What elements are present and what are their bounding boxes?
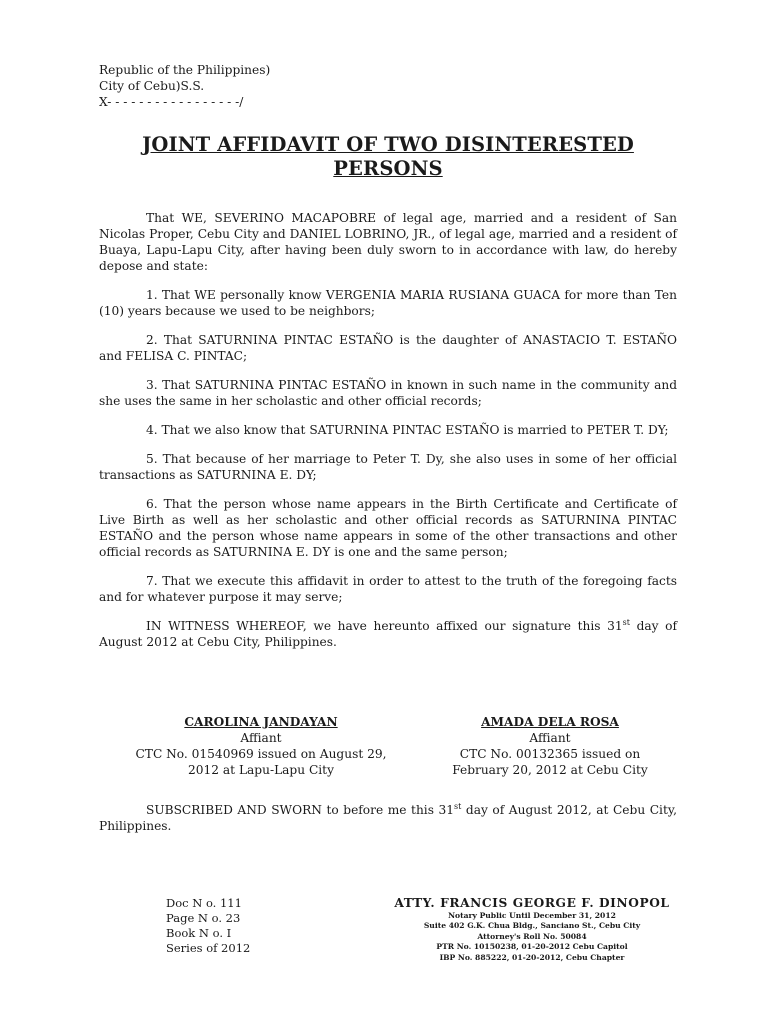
venue-city: City of Cebu)S.S. xyxy=(99,79,205,93)
page-number: Page N o. 23 xyxy=(166,911,241,925)
notary-ptr-number: PTR No. 10150238, 01-20-2012 Cebu Capitol xyxy=(436,942,628,952)
witness-text-b: day of August 2012 at Cebu City, Philippines. xyxy=(99,619,677,649)
notarial-register-info xyxy=(166,896,250,956)
notary-commission: Notary Public Until December 31, 2012 xyxy=(448,911,616,920)
book-number: Book N o. I xyxy=(166,926,232,940)
affiant-ctc: CTC No. 00132365 issued on xyxy=(459,747,641,761)
witness-paragraph xyxy=(99,618,677,650)
intro-paragraph: That WE, SEVERINO MACAPOBRE of legal age, married and a resident of San Nicolas Proper, Cebu City and DANIEL LOBRINO, JR., of legal age, married and a resident of Buaya, Lapu-Lapu City, after having been duly sworn to in accordance with law, do hereby depose and state: xyxy=(99,211,677,273)
venue-separator: X- - - - - - - - - - - - - - - - -/ xyxy=(99,95,244,109)
affiant-ctc-place: 2012 at Lapu-Lapu City xyxy=(188,763,334,777)
affiant-signatures xyxy=(130,714,660,778)
statement-3: 3. That SATURNINA PINTAC ESTAÑO in known in such name in the community and she uses the same in her scholastic and other official records; xyxy=(99,378,677,408)
doc-number: Doc N o. 111 xyxy=(166,896,242,910)
affiant-ctc-place: February 20, 2012 at Cebu City xyxy=(452,763,648,777)
affiant-name: AMADA DELA ROSA xyxy=(481,715,619,729)
title-line-2: PERSONS xyxy=(333,157,443,180)
jurat-ordinal: st xyxy=(454,801,462,811)
venue-header xyxy=(99,62,270,110)
affiant-ctc: CTC No. 01540969 issued on August 29, xyxy=(135,747,387,761)
notary-address: Suite 402 G.K. Chua Bldg., Sanciano St., Cebu City xyxy=(423,921,641,931)
affidavit-body xyxy=(99,210,677,663)
venue-republic: Republic of the Philippines) xyxy=(99,63,271,77)
affiant-block-2 xyxy=(440,714,660,778)
jurat-text-b: day of August 2012, at Cebu City, Philippines. xyxy=(99,803,677,833)
witness-text-a: IN WITNESS WHEREOF, we have hereunto affixed our signature this 31 xyxy=(146,619,623,633)
statement-7: 7. That we execute this affidavit in order to attest to the truth of the foregoing facts and for whatever purpose it may serve; xyxy=(99,574,677,604)
document-title xyxy=(99,133,677,181)
jurat xyxy=(99,802,677,834)
title-line-1: JOINT AFFIDAVIT OF TWO DISINTERESTED xyxy=(142,133,634,156)
statement-4: 4. That we also know that SATURNINA PINTAC ESTAÑO is married to PETER T. DY; xyxy=(146,423,669,437)
affiant-name: CAROLINA JANDAYAN xyxy=(184,715,338,729)
notary-name: ATTY. FRANCIS GEORGE F. DINOPOL xyxy=(394,896,670,910)
affiant-role: Affiant xyxy=(529,731,571,745)
series-year: Series of 2012 xyxy=(166,941,251,955)
statement-2: 2. That SATURNINA PINTAC ESTAÑO is the daughter of ANASTACIO T. ESTAÑO and FELISA C. PINTAC; xyxy=(99,333,677,363)
affiant-block-1 xyxy=(130,714,392,778)
jurat-paragraph xyxy=(99,802,677,834)
notary-signature-block xyxy=(384,896,680,963)
statement-5: 5. That because of her marriage to Peter T. Dy, she also uses in some of her official transactions as SATURNINA E. DY; xyxy=(99,452,677,482)
notary-roll-number: Attorney's Roll No. 50084 xyxy=(477,931,587,941)
statement-1: 1. That WE personally know VERGENIA MARIA RUSIANA GUACA for more than Ten (10) years because we used to be neighbors; xyxy=(99,288,677,318)
statement-6: 6. That the person whose name appears in the Birth Certificate and Certificate of Live Birth as well as her scholastic and other official records as SATURNINA PINTAC ESTAÑO and the person whose name appears in some of the other transactions and other official records as SATURNINA E. DY is one and the same person; xyxy=(99,497,677,559)
notary-ibp-number: IBP No. 885222, 01-20-2012, Cebu Chapter xyxy=(439,952,625,962)
jurat-text-a: SUBSCRIBED AND SWORN to before me this 31 xyxy=(146,803,455,817)
witness-ordinal: st xyxy=(622,617,630,627)
affiant-role: Affiant xyxy=(240,731,282,745)
